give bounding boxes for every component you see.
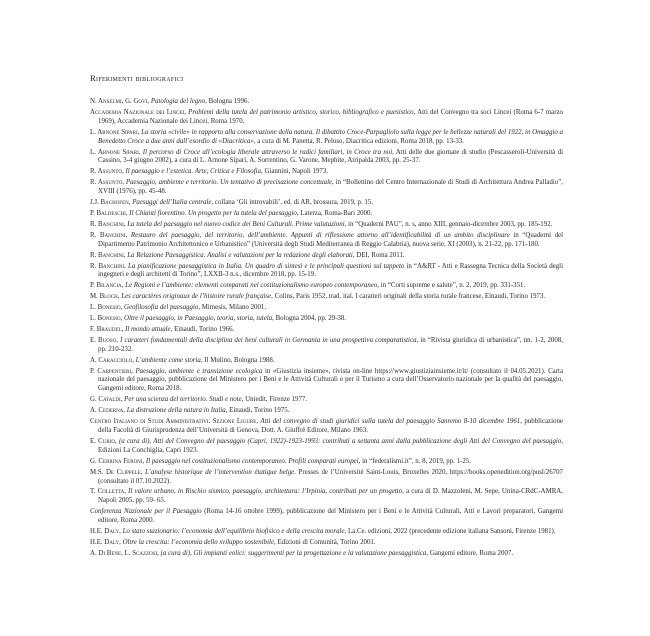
reference-details: , Einaudi, Torino 1966. — [170, 325, 235, 333]
reference-author: L. Arnone Sipari, — [90, 128, 140, 136]
reference-entry — [90, 458, 563, 467]
reference-entry — [90, 210, 563, 219]
reference-title: Patologia del legno — [150, 98, 206, 105]
reference-title: Atti del convegno di studi giuridici sulla tutela del paesaggio Sanremo 8-10 dicembre 1961 — [260, 418, 521, 426]
reference-author: J.J. Bachofen, — [90, 199, 131, 207]
reference-title: Conferenza Nazionale per il Paesaggio — [90, 508, 202, 516]
reference-author: R. Banchini, — [90, 262, 126, 270]
reference-details: , Mimesis, Milano 2001. — [198, 304, 267, 312]
reference-details: (Roma 14-16 ottobre 1999), pubblicazione del Ministero per i Beni e le Attività Culturali, Atti e Lavori preparatori, Gangemi editore, Roma 2000. — [98, 508, 563, 525]
reference-title: Paesaggio, ambiente e territorio. Un tentativo di precisazione concettuale — [125, 179, 333, 187]
reference-details: , Bologna 2004, pp. 29-38. — [272, 315, 347, 323]
reference-title: Per una scienza del territorio. Studi e note — [124, 396, 242, 404]
reference-entry — [90, 337, 563, 355]
reference-entry — [90, 396, 563, 405]
reference-details: , Uniedit, Firenze 1977. — [241, 396, 308, 404]
reference-details: , La.Ce. edizioni, 2022 (precedente edizione italiana Sansoni, Firenze 1981). — [344, 528, 556, 536]
reference-author: R. Banchini, — [90, 231, 128, 239]
reference-title: La Relazione Paesaggistica. Analisi e valutazioni per la redazione degli elaborati — [127, 251, 353, 259]
reference-title: L’ambiente come storia — [135, 356, 201, 364]
reference-entry — [90, 98, 563, 107]
reference-title: Il paesaggio nel costituzionalismo contemporaneo. Profili comparati europei — [145, 457, 359, 465]
reference-author: E. Buoso, — [90, 336, 118, 344]
reference-details: , Edizioni di Comunità, Torino 2001. — [274, 538, 376, 546]
reference-title: Paesaggio, ambiente e transizione ecologica — [135, 367, 263, 375]
reference-entry — [90, 488, 563, 506]
reference-author: L. Bonesio, — [90, 304, 123, 312]
reference-details: in “Quaderni del Dipartimento Patrimonio Architettonico e Urbanistico” (Università degli Studi Mediterranea di Reggio Calabria), nuova serie, XI (2003), n. 21-22, pp. 171-180. — [98, 231, 563, 248]
reference-details: . Presses de l’Université Saint-Louis, Bruxelles 2020, https://books.openedition.org/pusl/26707 (consultato il 07.10.2022). — [98, 468, 563, 485]
reference-details: , Gangemi editore, Roma 2007. — [426, 549, 514, 557]
reference-title: Geofilosofia del paesaggio — [124, 304, 199, 312]
reference-title: La pianificazione paesaggistica in Italia. Un quadro di sintesi e le principali questioni sul tappeto — [128, 262, 405, 270]
section-heading: Riferimenti bibliografici — [90, 73, 184, 83]
reference-entry — [90, 508, 563, 526]
reference-entry — [90, 315, 563, 324]
reference-author: A. Caracciolo, — [90, 356, 134, 364]
reference-author: M.S. De Clippele, — [90, 468, 143, 476]
reference-author: H.E. Daly, — [90, 538, 121, 546]
reference-entry — [90, 469, 563, 487]
reference-details: , Giannini, Napoli 1973. — [261, 168, 329, 176]
reference-title: Il Chianti fiorentino. Un progetto per la tutela del paesaggio — [129, 209, 297, 217]
reference-author: F. Braudel, — [90, 325, 124, 333]
reference-details: in “A&RT - Atti e Rassegna Tecnica della Società degli ingegneri e degli architetti di Torino”, LXXII-3 n.s., dicembre 2018, pp. 15-19. — [98, 262, 563, 279]
reference-title: Il paesaggio e l’estetica. Arte, Critica e Filosofia — [125, 168, 262, 176]
reference-details: , in “federalismi.it”, n. 8, 2019, pp. 1-25. — [358, 457, 471, 465]
reference-author: R. Banchini, — [90, 251, 126, 259]
reference-author: M. Bloch, — [90, 293, 120, 301]
reference-entry — [90, 528, 563, 537]
reference-list — [90, 98, 563, 561]
reference-entry — [90, 550, 563, 559]
reference-entry — [90, 168, 563, 177]
reference-details: , Bologna 1996. — [205, 98, 250, 105]
reference-title: Le Regioni e l’ambiente: elementi comparati nel costituzionalismo europeo contemporaneo — [125, 282, 378, 290]
reference-title: Restauro del paesaggio, del territorio, dell’ambiente. Appunti di riflessione attorno all’identificabilità di un ambito disciplinare — [130, 231, 510, 239]
reference-details: , a cura di M. Panetta, R. Peluso, Diacritica edizioni, Roma 2018, pp. 13-33. — [253, 137, 464, 145]
reference-details: , in “Bollettino del Centro Internazionale di Studi di Architettura Andrea Palladio”, XVIII (1976), pp. 45-48. — [98, 179, 564, 196]
reference-author: R. Assunto, — [90, 179, 124, 187]
reference-entry — [90, 293, 563, 302]
reference-entry — [90, 539, 563, 548]
reference-author: Accademia Nazionale dei Lincei, — [90, 108, 186, 116]
reference-entry — [90, 263, 563, 281]
reference-details: , collana ‘Gli introvabili’, ed. di AR, brossura, 2019, p. 15. — [211, 199, 373, 207]
reference-details: , a cura di D. Mazzoleni, M. Sepe, Unina-CRdC-AMRA, Napoli 2005, pp. 59- 65. — [98, 488, 563, 505]
reference-author: P. Bilancia, — [90, 282, 124, 290]
reference-author: N. Anselmi, G. Govi, — [90, 98, 150, 105]
reference-author: Centro Italiano di Studi Amministrativi. Sezione Ligure, — [90, 418, 259, 426]
reference-entry — [90, 282, 563, 291]
reference-author: P. Carpentieri, — [90, 367, 133, 375]
reference-entry — [90, 357, 563, 366]
reference-entry — [90, 149, 563, 167]
reference-details: , Einaudi, Torino 1975. — [225, 407, 290, 415]
reference-author: A. Cederna, — [90, 407, 126, 415]
reference-details: Atti delle due giornate di studio (Pescasseroli-Università di Cassino, 3-4 giugno 2002), a cura di L. Arnone Sipari, A. Sorrentino, G. Varone, Mephite, Atripalda 2003, pp. 25-37. — [98, 148, 563, 165]
reference-title: L’analyse historique de l’intervention étatique belge — [145, 468, 295, 476]
reference-details: , pubblicazione della Facoltà di Giurisprudenza dell’Università di Genova, Dott. A. Giuffrè Editore, Milano 1963. — [98, 418, 563, 434]
reference-entry — [90, 109, 563, 127]
reference-author: G. Cerrina Feroni, — [90, 457, 145, 465]
reference-entry — [90, 304, 563, 313]
reference-title: Il mondo attuale — [125, 325, 171, 333]
reference-entry — [90, 368, 563, 395]
reference-author: L. Arnone Sipari, — [90, 148, 141, 156]
reference-entry — [90, 326, 563, 335]
reference-title: Il percorso di Croce all’ecologia liberale attraverso le radici familiari, in Croce tra noi, — [142, 148, 394, 156]
reference-author: L. Bonesio, — [90, 315, 123, 323]
reference-details: , in “Rivista giuridica di urbanistica”, nn. 1-2, 2008, pp. 210-232. — [98, 336, 563, 353]
reference-author: A. Di Bene, L. Scazzosi, — [90, 549, 159, 557]
reference-title: La tutela del paesaggio nel nuovo codice dei Beni Culturali. Prime valutazioni — [127, 220, 345, 228]
reference-title: Paesaggi dell’Italia centrale — [132, 199, 212, 207]
reference-entry — [90, 418, 563, 436]
reference-title: La distruzione della natura in Italia — [126, 407, 226, 415]
reference-title: Problemi della tutela del patrimonio artistico, storico, bibliografico e paesistico, — [188, 108, 416, 116]
reference-details: , Colins, Paris 1952, trad. ital. I caratteri originali della storia rurale francese, Einaudi, Torino 1973. — [271, 293, 546, 301]
reference-entry — [90, 199, 563, 208]
reference-author: R. Assunto, — [90, 168, 124, 176]
reference-title: Il valore urbano, in Rischio sismico, paesaggio, architettura: l’Irpinia, contributi per un progetto — [128, 488, 403, 496]
reference-details: , Edizioni La Conchiglia, Capri 1923. — [98, 437, 563, 454]
reference-entry — [90, 438, 563, 456]
reference-title: Oltre il paesaggio, in Paesaggio, teoria, storia, tutela — [124, 315, 273, 323]
reference-title: La storia «civile» in rapporto alla conservazione della natura. Il dibattito Croce-Parpagliolo sulla legge per le bellezze naturali del 1922, in Omaggio a Benedetto Croce a due anni dall’esordio di «Diacritica» — [98, 128, 563, 145]
reference-author: E. Curio, — [90, 437, 117, 445]
reference-title: Les caractères originaux de l’histoire rurale française — [121, 293, 272, 301]
reference-author: H.E. Daly, — [90, 528, 121, 536]
reference-details: Atti del Convegno tra soci Lincei (Roma 6-7 marzo 1969), Accademia Nazionale dei Lincei, Roma 1970. — [98, 108, 563, 125]
reference-author: P. Baldeschi, — [90, 209, 128, 217]
reference-author: T. Colletta, — [90, 488, 126, 496]
reference-details: , in “Quaderni PAU”, n. s, anno XIII, gennaio-dicembre 2003, pp. 185-192. — [344, 220, 553, 228]
reference-author: G. Cataldi, — [90, 396, 123, 404]
reference-entry — [90, 252, 563, 261]
reference-entry — [90, 179, 563, 197]
reference-title: (a cura di), Atti del Convegno del paesaggio (Capri, 1922)-1923-1993: contributi a settanta anni dalla pubblicazione degli Atti del Convegno del paesaggio — [118, 437, 562, 445]
reference-details: , DEI, Roma 2011. — [352, 251, 405, 259]
reference-author: R. Banchini, — [90, 220, 126, 228]
reference-details: in «Giustizia insieme», rivista on-line https://www.giustiziainsieme.it/it/ (consultato il 04.05.2021). Carta nazionale del paesaggio, pubblicazione del Ministero per i Beni e le Attività Culturali e per il Turismo a cura dell’Osservatorio nazionale per la qualità del paesaggio, Gangemi editore, Roma 2018. — [98, 367, 564, 393]
reference-title: Oltre la crescita: l’economia dello sviluppo sostenibile — [122, 538, 274, 546]
reference-details: , Laterza, Roma-Bari 2000. — [296, 209, 373, 217]
reference-details: , in “Corti supreme e salute”, n. 2, 2019, pp. 331-351. — [377, 282, 526, 290]
reference-title: Lo stato stazionario: l’economia dell’equilibrio biofisico e della crescita morale — [122, 528, 345, 536]
reference-entry — [90, 407, 563, 416]
reference-entry — [90, 129, 563, 147]
reference-entry — [90, 221, 563, 230]
reference-title: I caratteri fondamentali della disciplina dei beni culturali in Germania in una prospettiva comparatistica — [120, 336, 417, 344]
reference-details: , Il Mulino, Bologna 1988. — [200, 356, 275, 364]
reference-entry — [90, 232, 563, 250]
reference-title: (a cura di), Gli impianti eolici: suggerimenti per la progettazione e la valutazione paesaggistica — [160, 549, 427, 557]
